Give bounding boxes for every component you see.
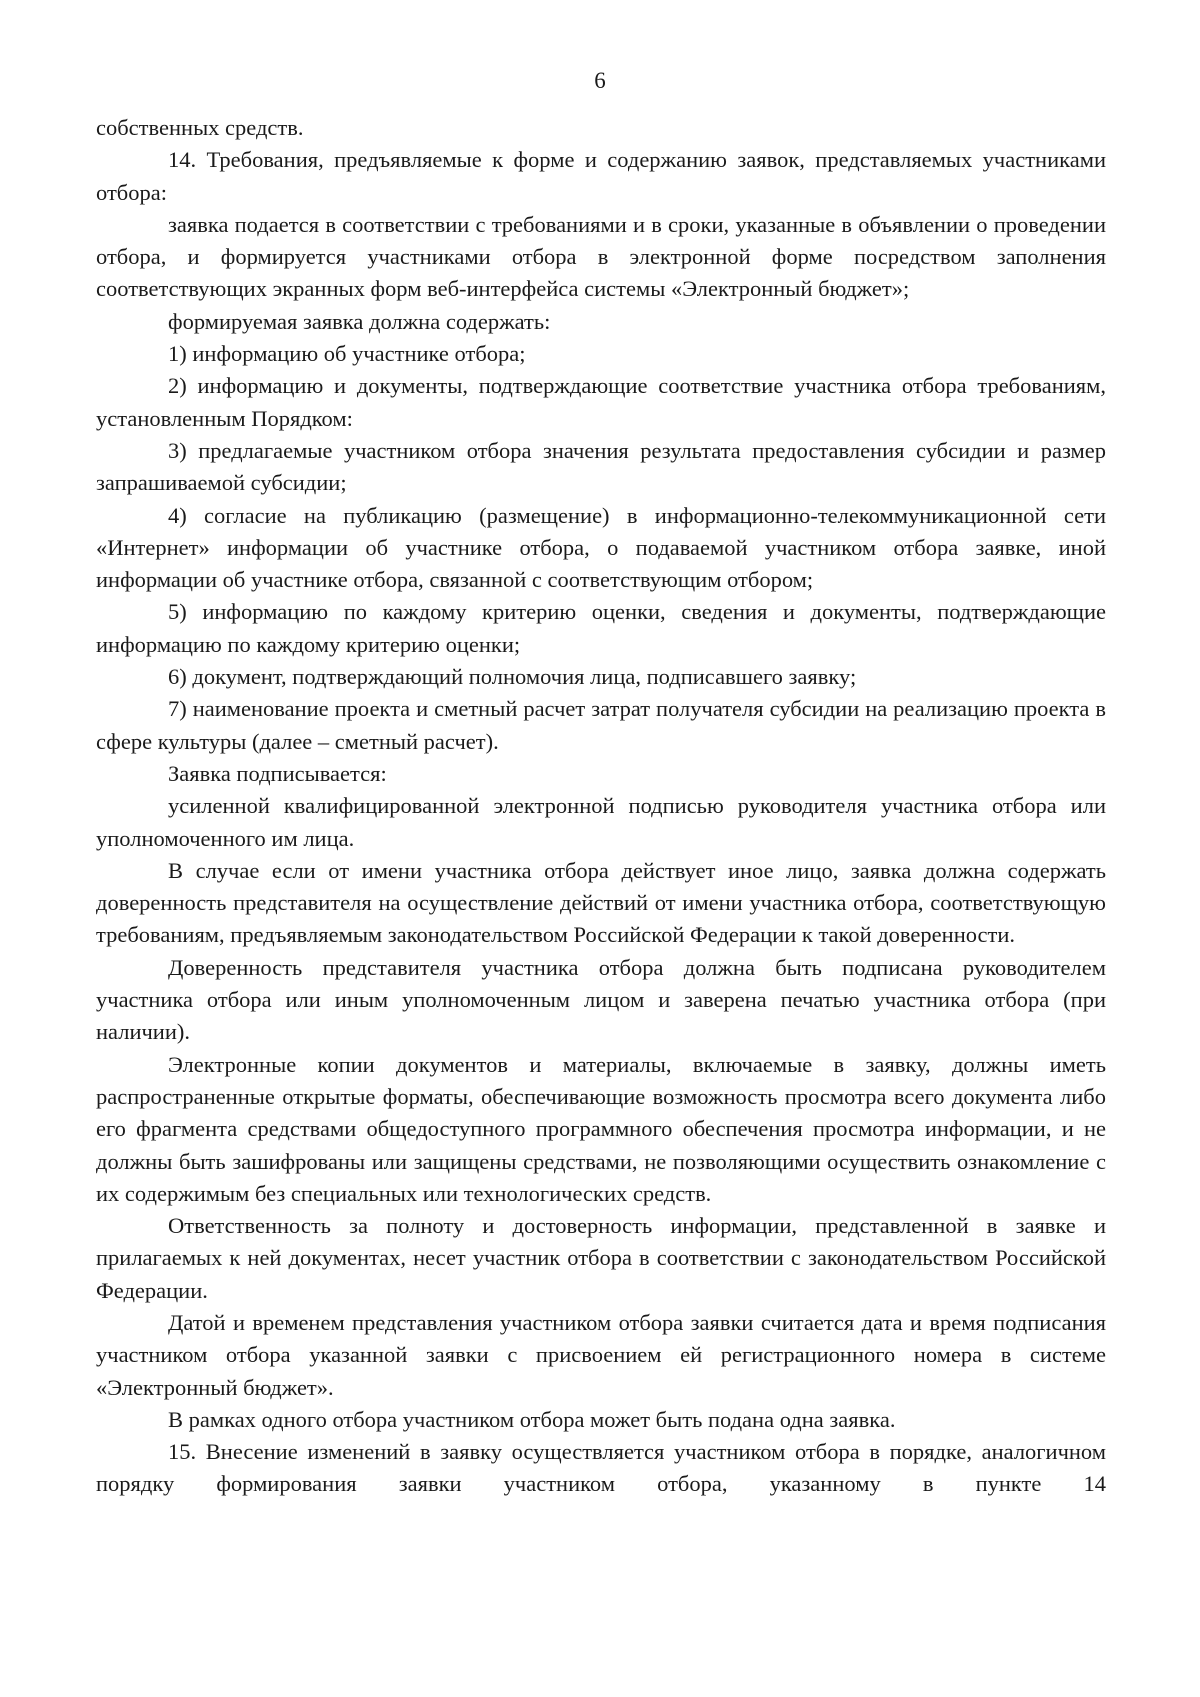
paragraph: Электронные копии документов и материалы, включаемые в заявку, должны иметь распространенные открытые форматы, обеспечивающие возможность просмотра всего документа либо его фрагмента средствами общедоступного программного обеспечения просмотра информации, и не должны быть зашифрованы или защищены средствами, не позволяющими осуществить ознакомление с их содержимым без специальных или технологических средств.: [96, 1051, 1106, 1206]
paragraph: 1) информацию об участнике отбора;: [168, 341, 526, 367]
paragraph: Заявка подписывается:: [168, 760, 387, 786]
paragraph: В случае если от имени участника отбора действует иное лицо, заявка должна содержать доверенность представителя на осуществление действий от имени участника отбора, соответствующую требованиям, предъявляемым законодательством Российской Федерации к такой доверенности.: [96, 857, 1106, 948]
paragraph: 5) информацию по каждому критерию оценки, сведения и документы, подтверждающие информацию по каждому критерию оценки;: [96, 599, 1106, 657]
paragraph: 4) согласие на публикацию (размещение) в информационно-телекоммуникационной сети «Интернет» информации об участнике отбора, о подаваемой участником отбора заявке, иной информации об участнике отбора, связанной с соответствующим отбором;: [96, 502, 1106, 593]
paragraph: Доверенность представителя участника отбора должна быть подписана руководителем участника отбора или иным уполномоченным лицом и заверена печатью участника отбора (при наличии).: [96, 954, 1106, 1045]
paragraph: заявка подается в соответствии с требованиями и в сроки, указанные в объявлении о проведении отбора, и формируется участниками отбора в электронной форме посредством заполнения соответствующих экранных форм веб-интерфейса системы «Электронный бюджет»;: [96, 211, 1106, 302]
paragraph: 6) документ, подтверждающий полномочия лица, подписавшего заявку;: [168, 664, 857, 690]
paragraph: 7) наименование проекта и сметный расчет затрат получателя субсидии на реализацию проекта в сфере культуры (далее – сметный расчет).: [96, 696, 1106, 754]
paragraph: формируемая заявка должна содержать:: [168, 308, 551, 334]
paragraph: Ответственность за полноту и достоверность информации, представленной в заявке и прилагаемых к ней документах, несет участник отбора в соответствии с законодательством Российской Федерации.: [96, 1213, 1106, 1303]
document-body: [96, 112, 1106, 1501]
page-number: 6: [594, 68, 606, 93]
paragraph: усиленной квалифицированной электронной подписью руководителя участника отбора или уполномоченного им лица.: [96, 793, 1106, 851]
paragraph: 14. Требования, предъявляемые к форме и содержанию заявок, представляемых участниками отбора:: [96, 147, 1106, 205]
paragraph: В рамках одного отбора участником отбора может быть подана одна заявка.: [168, 1406, 896, 1432]
paragraph: собственных средств.: [96, 115, 304, 140]
paragraph: 15. Внесение изменений в заявку осуществляется участником отбора в порядке, аналогичном порядку формирования заявки участником отбора, указанному в пункте 14: [96, 1439, 1106, 1497]
paragraph: 2) информацию и документы, подтверждающие соответствие участника отбора требованиям, установленным Порядком:: [96, 373, 1106, 431]
paragraph: Датой и временем представления участником отбора заявки считается дата и время подписания участником отбора указанной заявки с присвоением ей регистрационного номера в системе «Электронный бюджет».: [96, 1309, 1106, 1400]
paragraph: 3) предлагаемые участником отбора значения результата предоставления субсидии и размер запрашиваемой субсидии;: [96, 437, 1106, 496]
